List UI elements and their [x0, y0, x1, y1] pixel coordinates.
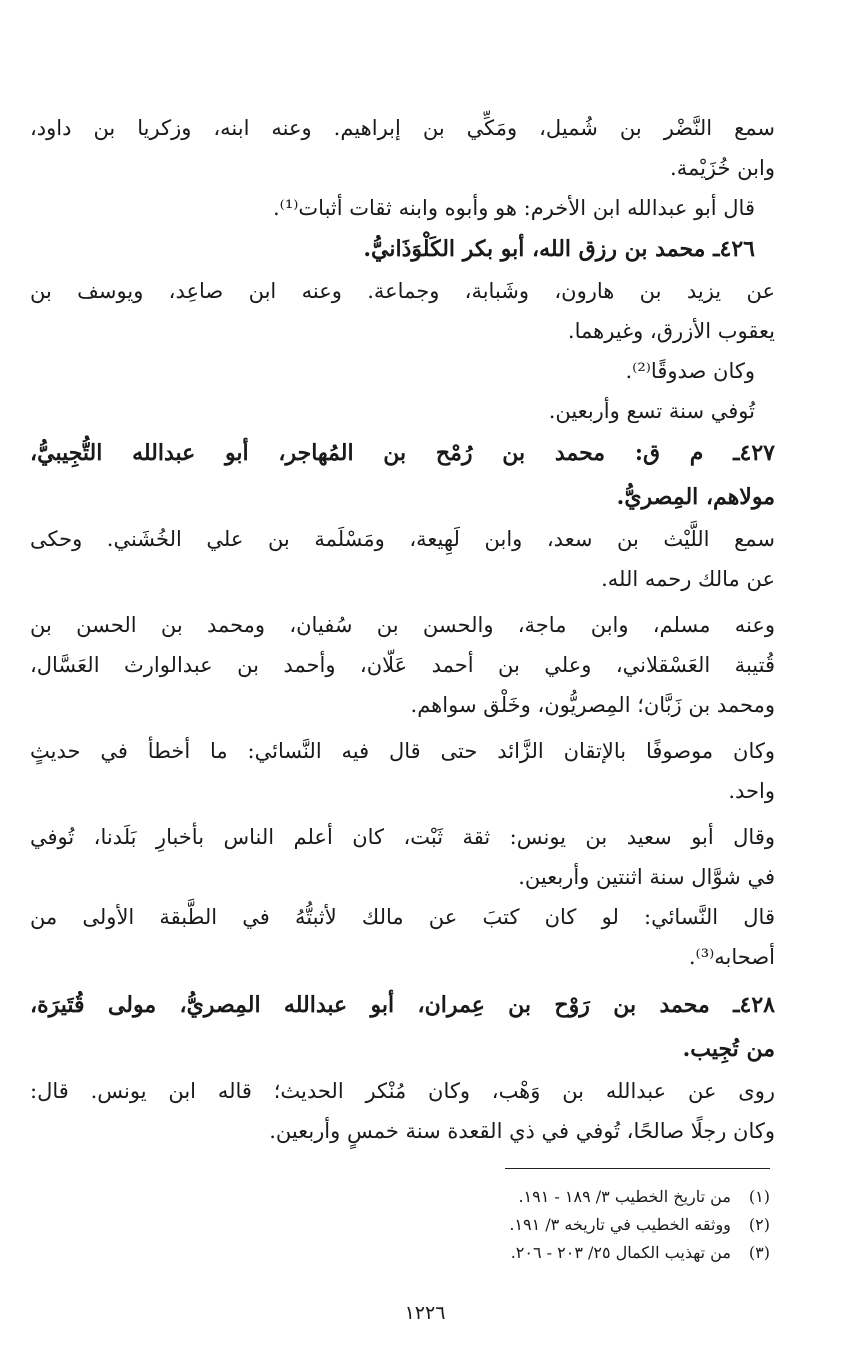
text-line-5: عن يزيد بن هارون، وشَبابة، وجماعة. وعنه ابن صاعِد، ويوسف بن — [30, 279, 775, 303]
footnote-text: ووثقه الخطيب في تاريخه ٣/ ١٩١. — [509, 1215, 731, 1234]
entry-heading-427-cont: مولاهم، المِصريُّ. — [616, 484, 775, 510]
text-line-13: وعنه مسلم، وابن ماجة، والحسن بن سُفيان، ومحمد بن الحسن بن — [30, 613, 775, 637]
text-line-11: سمع اللَّيْث بن سعد، وابن لَهِيعة، ومَسْلَمة بن علي الخُشَني. وحكى — [30, 527, 775, 551]
footnote-marker: (١) — [748, 1187, 770, 1206]
main-text — [30, 108, 775, 1151]
text-line-21: أصحابه⁽³⁾. — [688, 945, 775, 969]
text-line-25: وكان رجلًا صالحًا، تُوفي في ذي القعدة سنة خمسٍ وأربعين. — [269, 1119, 775, 1143]
text-line-17: واحد. — [728, 779, 775, 803]
text-line-6: يعقوب الأزرق، وغيرهما. — [567, 319, 775, 343]
entry-heading-426: ٤٢٦ـ محمد بن رزق الله، أبو بكر الكَلْوَذَانيُّ. — [363, 236, 755, 262]
footnote-1 — [300, 1183, 770, 1211]
footnote-text: من تاريخ الخطيب ٣/ ١٨٩ - ١٩١. — [518, 1187, 731, 1206]
text-line-20: قال النَّسائي: لو كان كتبَ عن مالك لأثبتُّهُ في الطَّبقة الأولى من — [30, 905, 775, 929]
entry-heading-427: ٤٢٧ـ م ق: محمد بن رُمْح بن المُهاجر، أبو عبدالله التُّجِيبيُّ، — [30, 440, 775, 466]
text-line-1: سمع النَّضْر بن شُميل، ومَكِّي بن إبراهيم. وعنه ابنه، وزكريا بن داود، — [30, 116, 775, 140]
text-line-7: وكان صدوقًا⁽²⁾. — [625, 359, 755, 383]
entry-heading-428: ٤٢٨ـ محمد بن رَوْح بن عِمران، أبو عبدالله المِصريُّ، مولى قُتَيرَة، — [30, 992, 775, 1018]
text-line-2: وابن خُزَيْمة. — [670, 156, 775, 180]
footnote-3 — [300, 1239, 770, 1267]
text-line-8: تُوفي سنة تسع وأربعين. — [548, 399, 755, 423]
footnote-2 — [300, 1211, 770, 1239]
text-line-14: قُتيبة العَسْقلاني، وعلي بن أحمد عَلّان، وأحمد بن عبدالوارث العَسَّال، — [30, 653, 775, 677]
footnote-text: من تهذيب الكمال ٢٥/ ٢٠٣ - ٢٠٦. — [510, 1243, 731, 1262]
text-line-12: عن مالك رحمه الله. — [601, 567, 775, 591]
entry-heading-428-cont: من تُجِيب. — [682, 1036, 775, 1062]
text-line-19: في شوَّال سنة اثنتين وأربعين. — [518, 865, 775, 889]
footnote-separator — [505, 1168, 770, 1169]
text-line-24: روى عن عبدالله بن وَهْب، وكان مُنْكر الحديث؛ قاله ابن يونس. قال: — [30, 1079, 775, 1103]
text-line-18: وقال أبو سعيد بن يونس: ثقة ثَبْت، كان أعلم الناس بأخبارِ بَلَدنا، تُوفي — [30, 825, 775, 849]
footnotes — [300, 1183, 770, 1267]
text-line-15: ومحمد بن زَبَّان؛ المِصريُّون، وخَلْق سواهم. — [410, 693, 775, 717]
text-line-3: قال أبو عبدالله ابن الأخرم: هو وأبوه وابنه ثقات أثبات⁽¹⁾. — [272, 196, 755, 220]
footnote-marker: (٢) — [748, 1215, 770, 1234]
page-number: ١٢٢٦ — [404, 1302, 446, 1324]
text-line-16: وكان موصوفًا بالإتقان الزَّائد حتى قال فيه النَّسائي: ما أخطأ في حديثٍ — [30, 739, 775, 763]
footnote-marker: (٣) — [748, 1243, 770, 1262]
